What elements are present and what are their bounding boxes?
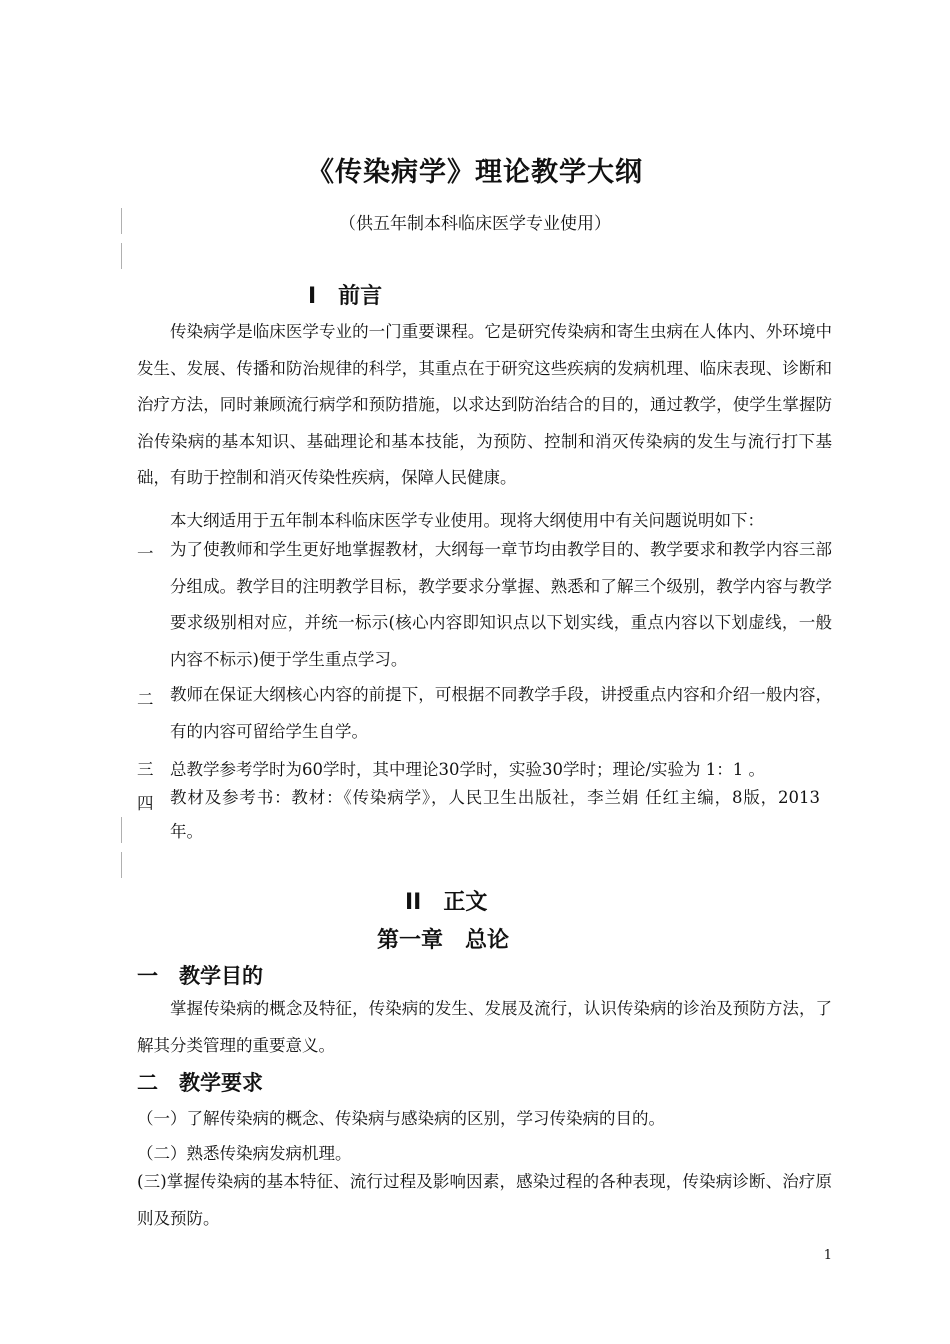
item-number: 二 <box>137 690 154 709</box>
page-number: 1 <box>823 1248 832 1263</box>
requirement-item: (三)掌握传染病的基本特征、流行过程及影响因素，感染过程的各种表现，传染病诊断、治疗原则及预防。 <box>137 1172 832 1228</box>
item-text: 教师在保证大纲核心内容的前提下，可根据不同教学手段，讲授重点内容和介绍一般内容，有的内容可留给学生自学。 <box>170 685 832 741</box>
chapter-heading: 第一章 总论 <box>377 928 510 953</box>
objective-paragraph: 掌握传染病的概念及特征，传染病的发生、发展及流行，认识传染病的诊治及预防方法，了解其分类管理的重要意义。 <box>137 999 832 1055</box>
revision-bar <box>121 852 122 878</box>
item-number: 三 <box>137 760 154 779</box>
requirement-item: （一）了解传染病的概念、传染病与感染病的区别，学习传染病的目的。 <box>137 1109 665 1128</box>
document-title: 《传染病学》理论教学大纲 <box>307 157 643 188</box>
item-number: 四 <box>137 794 154 813</box>
preface-paragraph-1: 传染病学是临床医学专业的一门重要课程。它是研究传染病和寄生虫病在人体内、外环境中发生、发展、传播和防治规律的科学，其重点在于研究这些疾病的发病机理、临床表现、诊断和治疗方法，同时兼顾流行病学和预防措施，以求达到防治结合的目的，通过教学，使学生掌握防治传染病的基本知识、基础理论和基本技能，为预防、控制和消灭传染病的发生与流行打下基础，有助于控制和消灭传染性疾病，保障人民健康。 <box>137 322 832 487</box>
item-text: 为了使教师和学生更好地掌握教材，大纲每一章节均由教学目的、教学要求和教学内容三部分组成。教学目的注明教学目标，教学要求分掌握、熟悉和了解三个级别，教学内容与教学要求级别相对应，并统一标示(核心内容即知识点以下划实线，重点内容以下划虚线，一般内容不标示)便于学生重点学习。 <box>170 540 832 669</box>
preface-paragraph-2: 本大纲适用于五年制本科临床医学专业使用。现将大纲使用中有关问题说明如下： <box>170 511 764 530</box>
revision-bar <box>121 243 122 269</box>
document-subtitle: （供五年制本科临床医学专业使用） <box>339 214 611 234</box>
body-heading: II 正文 <box>405 890 488 915</box>
item-text: 总教学参考学时为60学时，其中理论30学时，实验30学时；理论/实验为 1：1 。 <box>170 760 766 779</box>
requirement-item: （二）熟悉传染病发病机理。 <box>137 1144 352 1163</box>
item-text: 教材及参考书：教材：《传染病学》，人民卫生出版社，李兰娟 任红主编，8版，2013年。 <box>170 788 820 841</box>
preface-heading: I 前言 <box>308 284 383 309</box>
section-heading-requirements: 二 教学要求 <box>137 1071 263 1095</box>
revision-bar <box>121 817 122 843</box>
item-number: 一 <box>137 544 154 563</box>
section-heading-objective: 一 教学目的 <box>137 964 263 988</box>
